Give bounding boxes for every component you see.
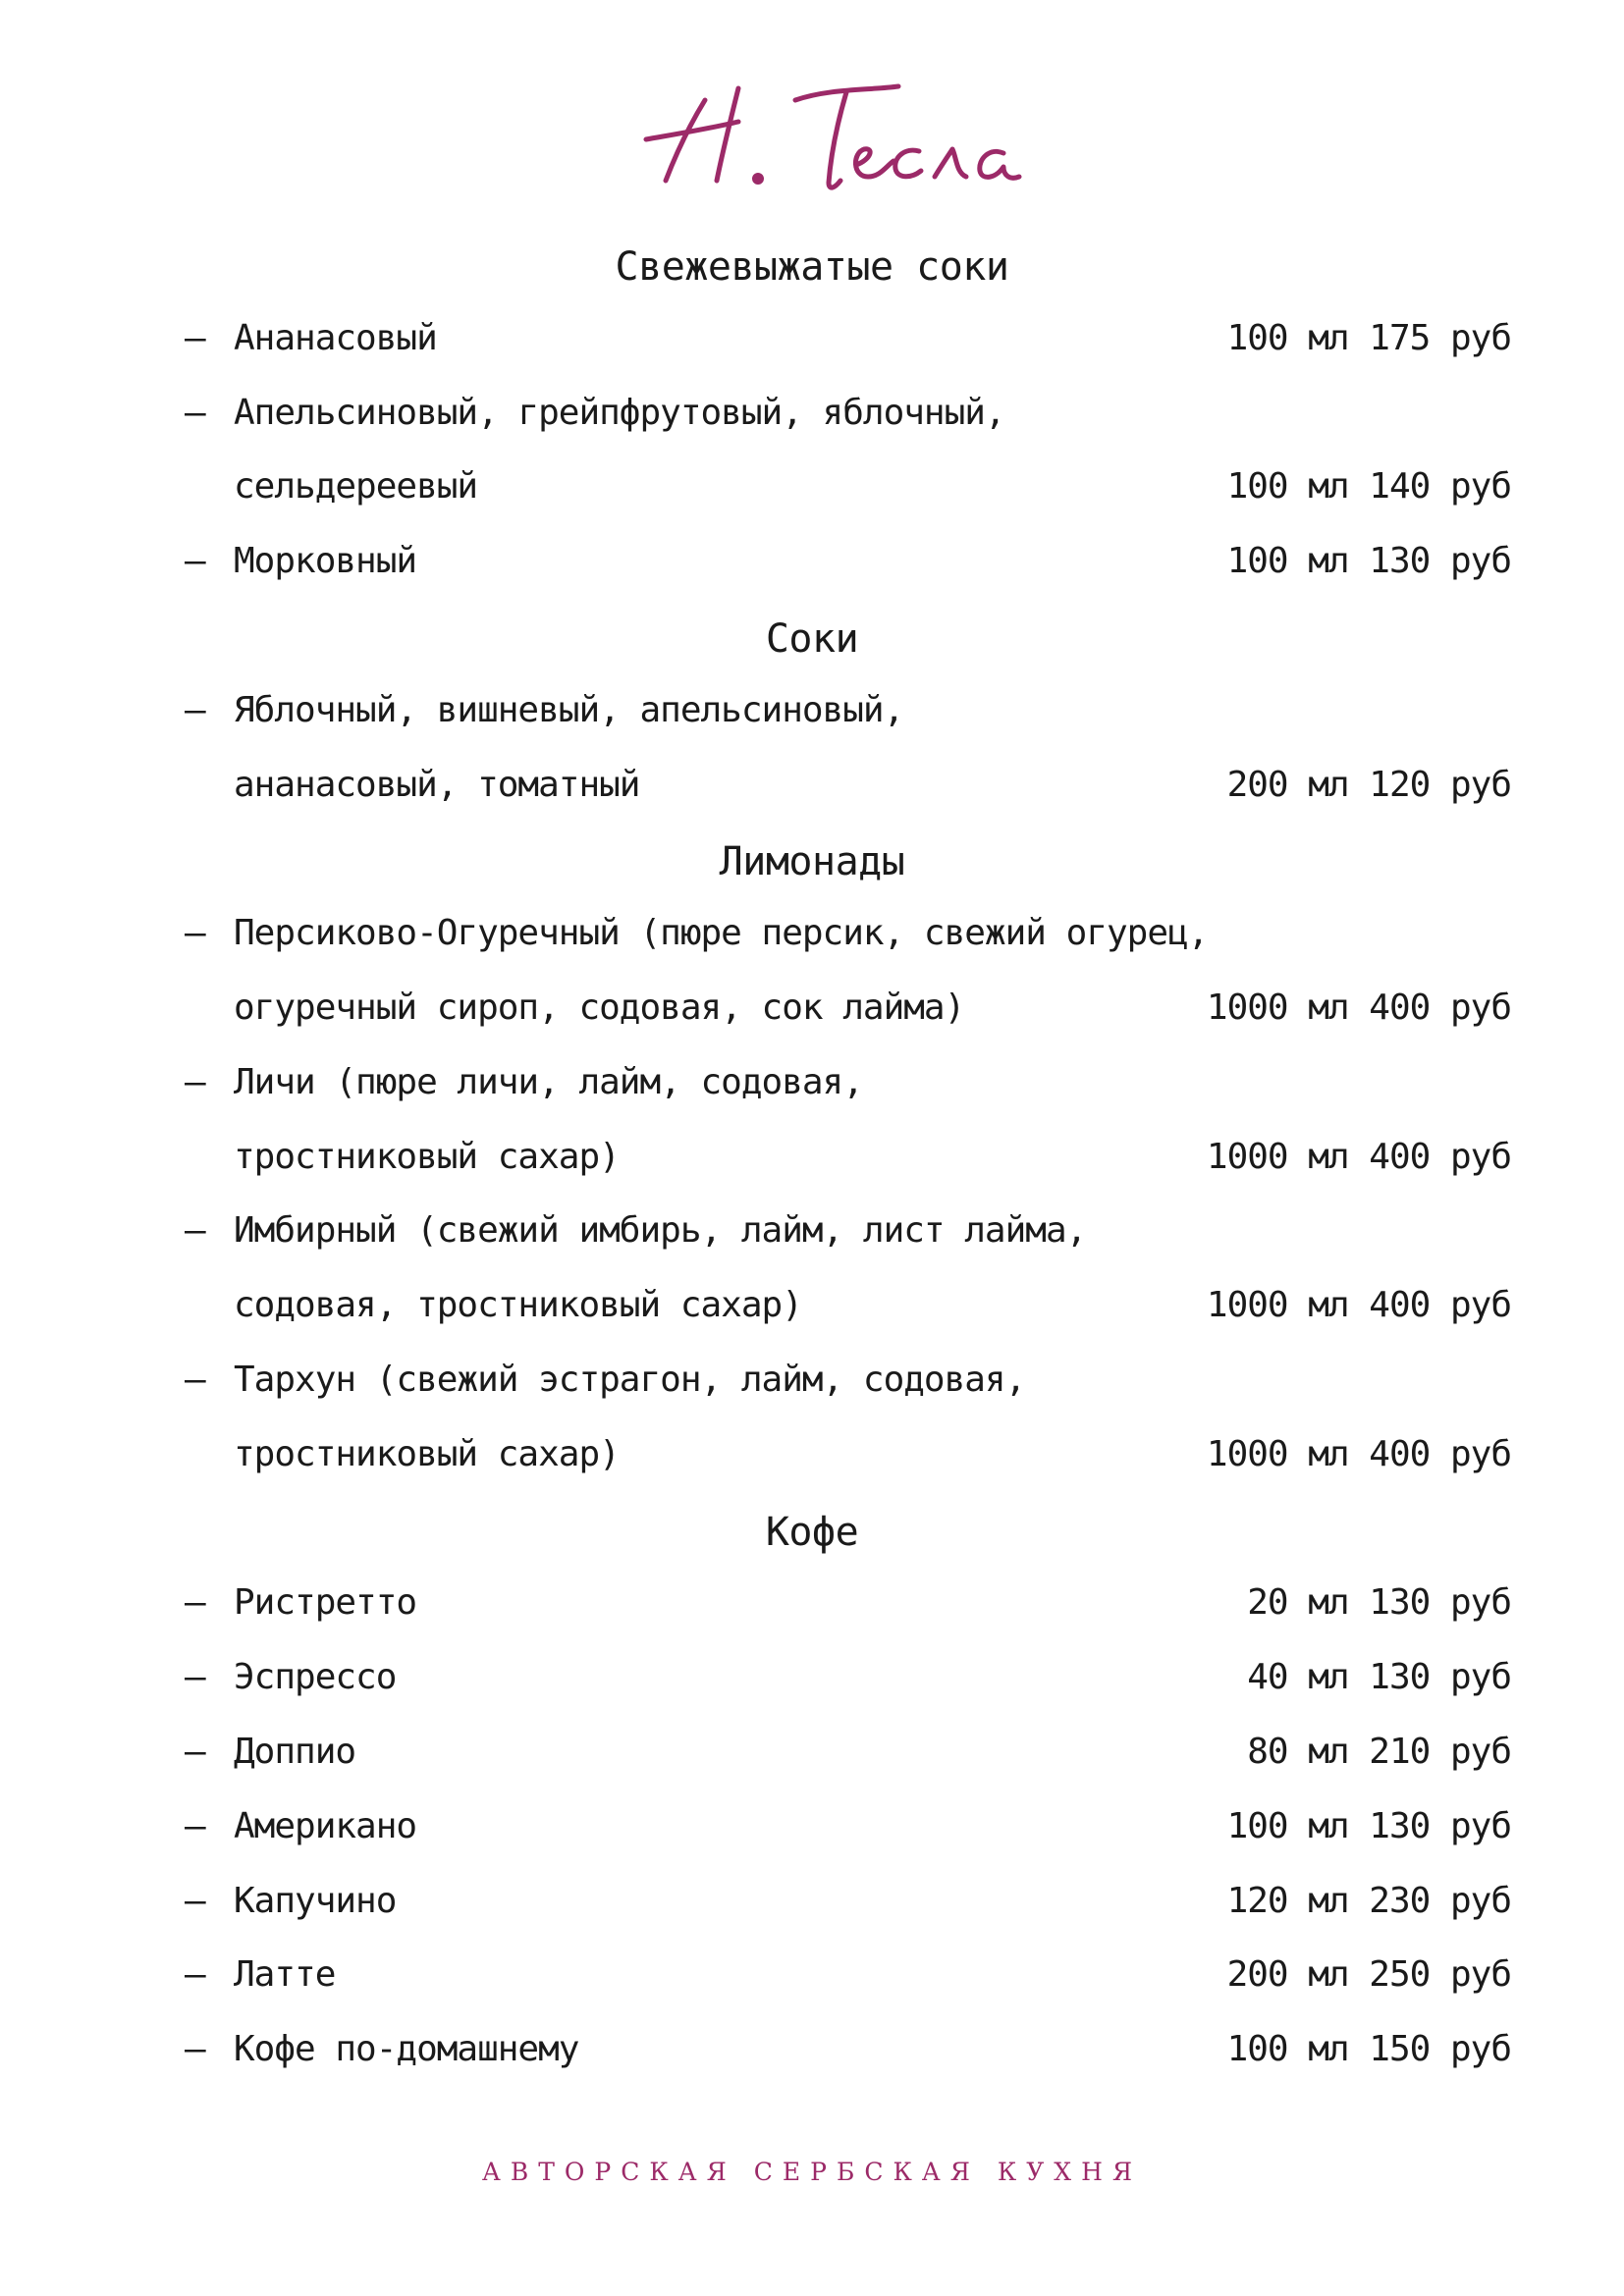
bullet-dash: – bbox=[185, 1954, 205, 1996]
bullet-dash: – bbox=[185, 317, 205, 358]
menu-item-name: Личи (пюре личи, лайм, содовая, bbox=[234, 1061, 863, 1102]
menu-item-price: 100 мл 150 руб bbox=[1226, 2029, 1511, 2070]
section-title: Лимонады bbox=[719, 839, 905, 885]
bullet-dash: – bbox=[185, 1210, 205, 1252]
menu-item-row bbox=[0, 761, 1624, 810]
section-title: Свежевыжатые соки bbox=[615, 244, 1009, 290]
menu-item-name: огуречный сироп, содовая, сок лайма) bbox=[234, 988, 965, 1028]
menu-item-row bbox=[0, 1877, 1624, 1926]
menu-item-row bbox=[0, 1206, 1624, 1255]
bullet-dash: – bbox=[185, 541, 205, 582]
menu-item-row bbox=[0, 1430, 1624, 1479]
menu-item-price: 120 мл 230 руб bbox=[1226, 1880, 1511, 1921]
menu-item-name: Имбирный (свежий имбирь, лайм, лист лайма, bbox=[234, 1210, 1087, 1252]
menu-item-price: 1000 мл 400 руб bbox=[1206, 988, 1511, 1028]
menu-item-row bbox=[0, 1133, 1624, 1182]
menu-item-price: 1000 мл 400 руб bbox=[1206, 1433, 1511, 1474]
bullet-dash: – bbox=[185, 689, 205, 730]
menu-item-row bbox=[0, 2025, 1624, 2074]
menu-item-name: Американо bbox=[234, 1805, 417, 1846]
menu-item-price: 100 мл 140 руб bbox=[1226, 466, 1511, 507]
menu-item-price: 1000 мл 400 руб bbox=[1206, 1285, 1511, 1326]
menu-item-name: содовая, тростниковый сахар) bbox=[234, 1285, 802, 1326]
menu-item-row bbox=[0, 462, 1624, 511]
bullet-dash: – bbox=[185, 392, 205, 433]
menu-item-price: 200 мл 120 руб bbox=[1226, 764, 1511, 805]
menu-item-price: 100 мл 175 руб bbox=[1226, 317, 1511, 358]
menu-item-price: 1000 мл 400 руб bbox=[1206, 1136, 1511, 1177]
menu-item-name: ананасовый, томатный bbox=[234, 764, 640, 805]
menu-item-name: Персиково-Огуречный (пюре персик, свежий огурец, bbox=[234, 913, 1209, 954]
bullet-dash: – bbox=[185, 913, 205, 954]
bullet-dash: – bbox=[185, 1657, 205, 1698]
bullet-dash: – bbox=[185, 1880, 205, 1921]
menu-item-price: 20 мл 130 руб bbox=[1247, 1582, 1511, 1624]
footer-tagline: АВТОРСКАЯ СЕРБСКАЯ КУХНЯ bbox=[481, 2158, 1143, 2186]
menu-item-name: Тархун (свежий эстрагон, лайм, содовая, bbox=[234, 1360, 1026, 1400]
menu-item-row bbox=[0, 1356, 1624, 1405]
bullet-dash: – bbox=[185, 1582, 205, 1624]
menu-item-name: тростниковый сахар) bbox=[234, 1136, 620, 1177]
menu-item-name: сельдереевый bbox=[234, 466, 478, 507]
menu-item-row bbox=[0, 1950, 1624, 2000]
section-title: Кофе bbox=[765, 1509, 859, 1555]
bullet-dash: – bbox=[185, 1805, 205, 1846]
menu-item-row bbox=[0, 1578, 1624, 1628]
menu-item-price: 80 мл 210 руб bbox=[1247, 1732, 1511, 1772]
menu-item-price: 200 мл 250 руб bbox=[1226, 1954, 1511, 1996]
menu-item-row bbox=[0, 1653, 1624, 1702]
menu-item-row bbox=[0, 984, 1624, 1033]
menu-item-row bbox=[0, 1281, 1624, 1330]
menu-item-name: Латте bbox=[234, 1954, 336, 1996]
menu-item-price: 40 мл 130 руб bbox=[1247, 1657, 1511, 1698]
menu-item-name: тростниковый сахар) bbox=[234, 1433, 620, 1474]
menu-item-row bbox=[0, 1058, 1624, 1107]
menu-item-name: Морковный bbox=[234, 541, 417, 582]
menu-item-price: 100 мл 130 руб bbox=[1226, 1805, 1511, 1846]
bullet-dash: – bbox=[185, 1061, 205, 1102]
menu-item-row bbox=[0, 389, 1624, 438]
bullet-dash: – bbox=[185, 2029, 205, 2070]
menu-item-row bbox=[0, 686, 1624, 735]
menu-item-name: Ристретто bbox=[234, 1582, 417, 1624]
menu-item-name: Яблочный, вишневый, апельсиновый, bbox=[234, 689, 904, 730]
brand-logo-signature bbox=[628, 79, 1060, 206]
section-title: Соки bbox=[765, 616, 859, 662]
menu-item-name: Кофе по-домашнему bbox=[234, 2029, 579, 2070]
menu-item-name: Эспрессо bbox=[234, 1657, 397, 1698]
menu-item-row bbox=[0, 1728, 1624, 1777]
menu-item-name: Ананасовый bbox=[234, 317, 437, 358]
bullet-dash: – bbox=[185, 1360, 205, 1400]
menu-item-price: 100 мл 130 руб bbox=[1226, 541, 1511, 582]
menu-item-row bbox=[0, 1802, 1624, 1851]
menu-item-name: Доппио bbox=[234, 1732, 356, 1772]
bullet-dash: – bbox=[185, 1732, 205, 1772]
menu-item-row bbox=[0, 314, 1624, 363]
menu-item-row bbox=[0, 909, 1624, 958]
menu-item-name: Апельсиновый, грейпфрутовый, яблочный, bbox=[234, 392, 1005, 433]
menu-item-name: Капучино bbox=[234, 1880, 397, 1921]
menu-item-row bbox=[0, 537, 1624, 586]
